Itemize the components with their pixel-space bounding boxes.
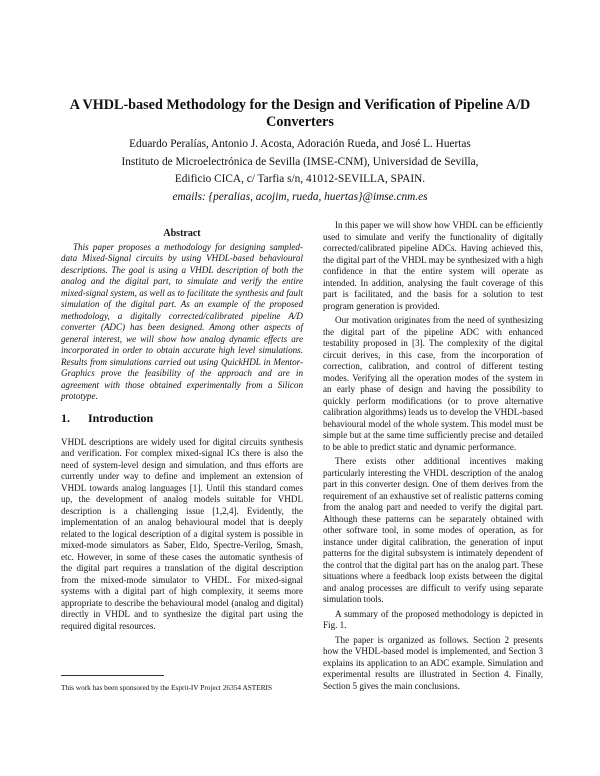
- abstract-text: This paper proposes a methodology for designing sampled-data Mixed-Signal circuits by using VHDL-based behavioural descriptions. The goal is using a VHDL description of both the analog and the digital part, to simulate and verify the entire mixed-signal system, as well as to facilitate the synthesis and fault simulation of the digital part. As an example of the proposed methodology, a digitally corrected/calibrated pipeline A/D converter (ADC) has been designed. Among other aspects of general interest, we will show how analog dynamic effects are incorporated in order to obtain accurate high level simulations. Results from simulations carried out using QuickHDL in Mentor-Graphics prove the feasibility of the approach and are in agreement with those obtained experimentally from a Silicon prototype.: [61, 241, 303, 401]
- abstract-heading: Abstract: [163, 228, 201, 239]
- intro-paragraph: VHDL descriptions are widely used for digital circuits synthesis and verification. For complex mixed-signal ICs there is also the need of system-level design and simulation, and thus efforts are currently under way to define and implement an extension of VHDL towards analog languages [1]. Until this standard comes up, the development of analog models suitable for VHDL description is a challenging issue [1,2,4]. Evidently, the implementation of an analog behavioural model that is deeply related to the logical description of a digital system is possible in mixed-mode simulators as Saber, Eldo, Spectre-Verilog, Smash, etc. However, in some of these cases the automatic synthesis of the digital part requires a translation of the digital description from the mixed-mode simulator to VHDL. For mixed-signal systems with a digital part of high complexity, it seems more appropriate to describe the behavioural model (analog and digital) directly in VHDL and to synthesize the digital part using the required digital resources.: [61, 436, 303, 631]
- body-paragraph: There exists other additional incentives making particularly interesting the VHDL description of the analog part in this converter design. One of them derives from the requirement of an exhaustive set of realistic patterns coming from the analog part and needed to verify the digital part. Although these patterns can be separately obtained with other software tool, in some modes of operation, as for instance under digital calibration, the generation of input patterns for the digital subsystem is intimately dependent of the control that the digital part has on the analog part. These situations where a feedback loop exists between the digital and analog processes are difficult to verify using separate simulation tools.: [323, 456, 543, 604]
- footnote: This work has been sponsored by the Esprit-IV Project 26354 ASTERIS: [61, 683, 273, 692]
- author-emails: emails: {peralias, acojim, rueda, huertas}@imse.cnm.es: [172, 190, 428, 203]
- body-paragraph: The paper is organized as follows. Section 2 presents how the VHDL-based model is implemented, and Section 3 explains its application to an ADC example. Simulation and experimental results are illustrated in Section 4. Finally, Section 5 gives the main conclusions.: [323, 634, 543, 691]
- author-block: [60, 136, 540, 206]
- author-names: Eduardo Peralías, Antonio J. Acosta, Adoración Rueda, and José L. Huertas: [129, 138, 471, 150]
- section-title: Introduction: [88, 410, 154, 425]
- author-institute: Instituto de Microelectrónica de Sevilla (IMSE-CNM), Universidad de Sevilla,: [121, 155, 479, 168]
- section-heading-introduction: [61, 411, 303, 425]
- body-paragraph: A summary of the proposed methodology is depicted in Fig. 1.: [323, 608, 543, 630]
- section-number: 1.: [61, 410, 70, 425]
- left-column: [61, 226, 303, 632]
- author-address: Edificio CICA, c/ Tarfia s/n, 41012-SEVILLA, SPAIN.: [174, 173, 426, 185]
- body-paragraph: Our motivation originates from the need of synthesizing the digital part of the pipeline ADC with enhanced testability proposed in [3]. The complexity of the digital circuit derives, in this case, from the incorporation of correction, calibration, and control of different testing modes. Verifying all the operation modes of the system in an early phase of design and having the possibility to quickly perform modifications (or to prove alternative calibration algorithms) leads us to develop the VHDL-based behavioural model of the whole system. This model must be simple but at the same time sufficiently precise and detailed to be able to predict static and dynamic performance.: [323, 315, 543, 452]
- body-paragraph: In this paper we will show how VHDL can be efficiently used to simulate and verify the functionality of digitally corrected/calibrated pipeline ADCs. Having achieved this, the digital part of the VHDL may be synthesized with a high confidence in that the entire system will operate as intended. In addition, analysing the fault coverage of this part is facilitated, and the basis for a solution to test program generation is provided.: [323, 220, 543, 311]
- paper-title: A VHDL-based Methodology for the Design and Verification of Pipeline A/D Converters: [69, 97, 531, 130]
- right-column: [323, 220, 543, 692]
- footnote-rule: [61, 675, 164, 676]
